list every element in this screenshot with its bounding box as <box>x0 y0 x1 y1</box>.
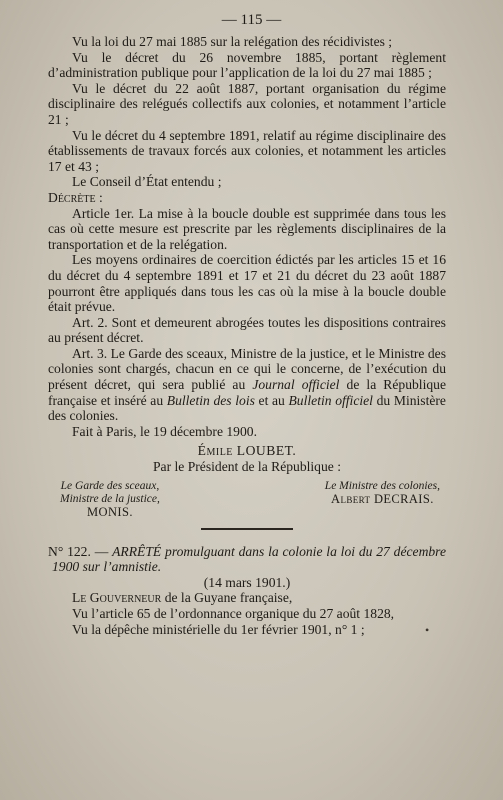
paragraph-moyens-coercition: Les moyens ordinaires de coercition édictés par les articles 15 et 16 du décret du 4 septembre 1891 et 17 et 21 du décret du 23 août 1887 pourront être appliqués dans tous les cas où la mise à la boucle double était prévue. <box>48 252 446 315</box>
journal-officiel-title: Journal officiel <box>252 377 340 393</box>
bulletin-des-lois-title: Bulletin des lois <box>166 392 255 408</box>
article-3-text-c: et au <box>258 392 285 408</box>
vu-depeche: Vu la dépêche ministérielle du 1er février 1901, n° 1 ; <box>72 621 365 637</box>
paragraph-vu-loi: Vu la loi du 27 mai 1885 sur la relégation des récidivistes ; <box>72 34 393 49</box>
gouverneur-rest: de la Guyane française, <box>164 590 293 606</box>
article-3-text-a: Le Garde des sceaux, Ministre de la justice, et le Ministre des colonies sont chargés, chacun en ce qui le concerne, de l’exécution du présent décret, qui sera publié au <box>48 345 446 393</box>
bulletin-officiel-title: Bulletin officiel <box>288 392 373 408</box>
paragraph-vu-decret-1885: Vu le décret du 26 novembre 1885, portant règlement d’administration publique pour l’application de la loi du 27 mai 1885 ; <box>48 49 446 81</box>
decrete-heading: Décrète : <box>48 189 103 205</box>
paragraph-vu-decret-1891: Vu le décret du 4 septembre 1891, relatif au régime disciplinaire des établissements de travaux forcés aux colonies, et notamment les articles 17 et 43 ; <box>48 127 446 174</box>
justice-minister-name: MONIS. <box>87 504 133 519</box>
colonies-minister-name: Albert DECRAIS. <box>331 491 434 506</box>
article-3-text-b: de la République française et inséré au <box>48 377 446 408</box>
signature-colonies <box>325 480 440 519</box>
justice-role-line-1: Le Garde des sceaux, <box>60 479 160 492</box>
article-2-heading: Art. 2. <box>72 314 108 330</box>
article-1-text: La mise à la boucle double est supprimée dans tous les cas où cette mesure est prescrite par les règlements disciplinaires de la transportation et de la relégation. <box>48 205 446 252</box>
article-3 <box>48 346 446 424</box>
gouverneur-line <box>48 590 446 606</box>
justice-role-line-2: Ministre de la justice, <box>60 492 160 505</box>
document-body <box>48 34 446 637</box>
page-number: — 115 — <box>221 12 282 28</box>
signature-justice <box>60 480 160 519</box>
article-2-text: Sont et demeurent abrogées toutes les dispositions contraires au présent décret. <box>48 314 446 346</box>
ministers-signatures <box>48 480 446 519</box>
ink-speck: • <box>425 623 430 637</box>
president-signature: Émile LOUBET. <box>197 443 297 459</box>
arrete-date: (14 mars 1901.) <box>203 574 291 590</box>
arrete-title: ARRÊTÉ promulguant dans la colonie la loi du 27 décembre 1900 sur l’amnistie. <box>52 543 447 575</box>
arrete-heading <box>48 544 446 575</box>
colonies-role: Le Ministre des colonies, <box>324 479 440 492</box>
arrete-number: N° 122. <box>48 543 91 559</box>
par-le-president: Par le Président de la République : <box>152 459 341 475</box>
date-line: Fait à Paris, le 19 décembre 1900. <box>72 423 257 439</box>
paragraph-conseil-etat: Le Conseil d’État entendu ; <box>72 174 222 190</box>
article-1 <box>48 206 446 253</box>
article-1-heading: Article 1er. <box>72 205 135 221</box>
arrete-dash: — <box>94 543 109 559</box>
gouverneur-label: Le Gouverneur <box>72 590 162 606</box>
article-2 <box>48 315 446 346</box>
paragraph-vu-decret-1887: Vu le décret du 22 août 1887, portant organisation du régime disciplinaire des relégués collectifs aux colonies, et notamment l’article 21 ; <box>48 80 446 127</box>
section-divider <box>201 528 293 530</box>
article-3-text-d: du Ministère des colonies. <box>48 392 446 424</box>
vu-ordonnance: Vu l’article 65 de l’ordonnance organique du 27 août 1828, <box>72 606 395 621</box>
article-3-heading: Art. 3. <box>72 345 108 361</box>
